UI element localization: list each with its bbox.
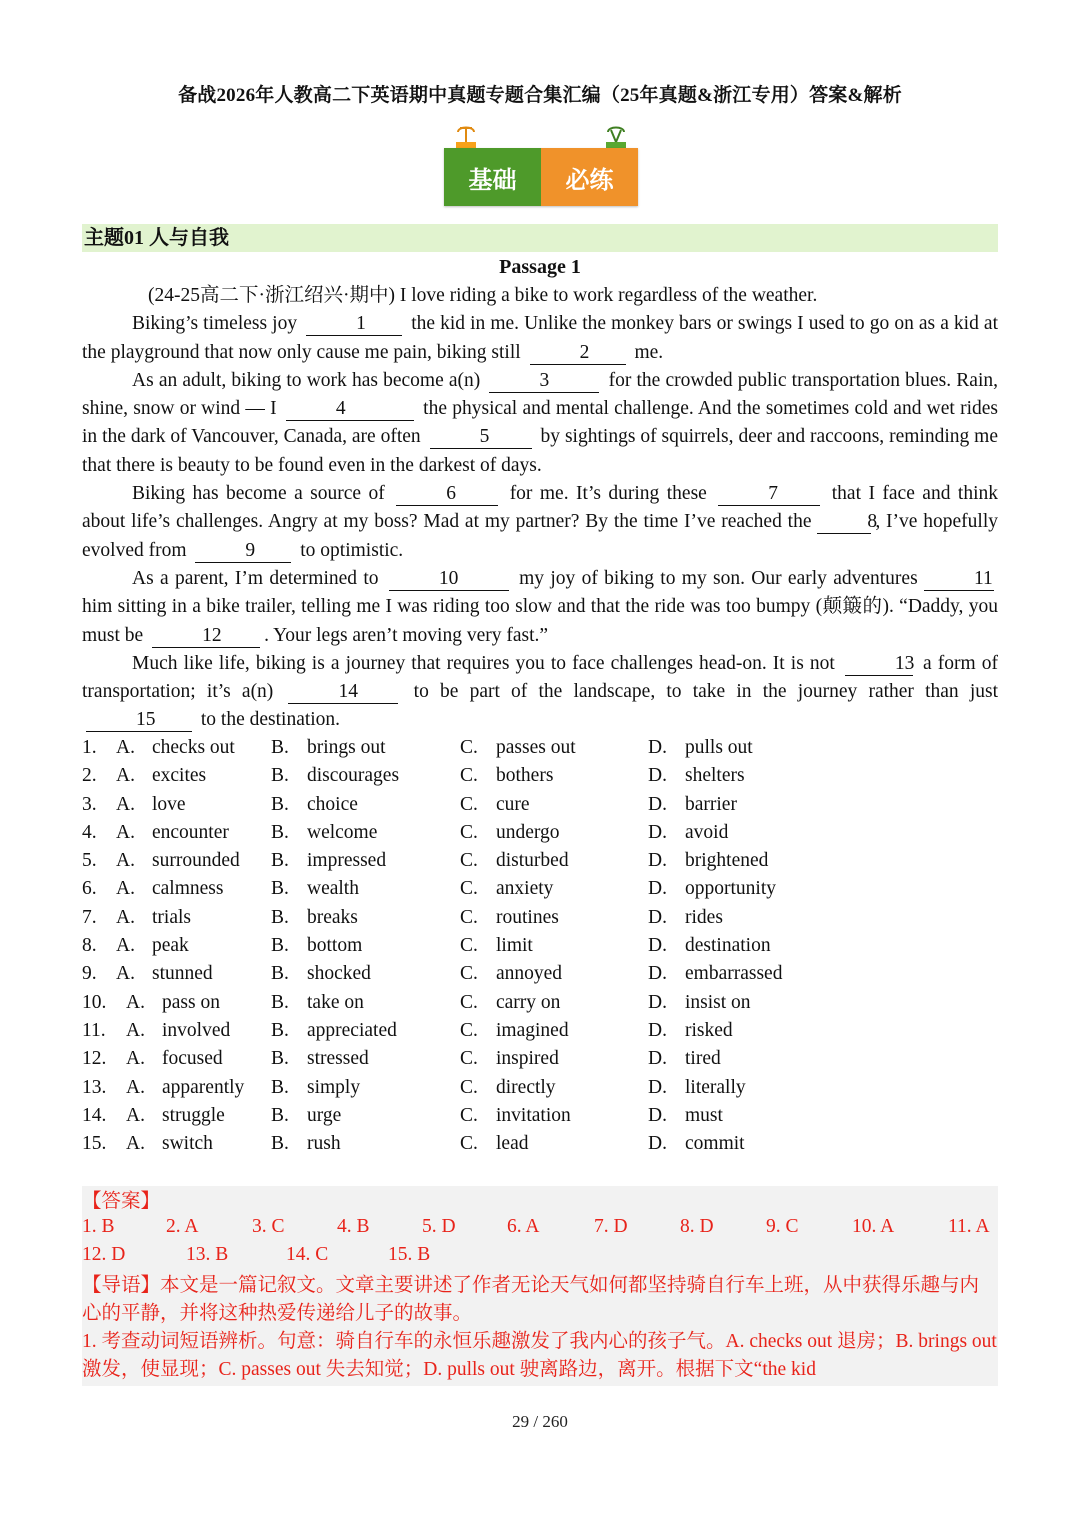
option-c: C. [460, 850, 478, 872]
option-num: 11. [82, 1019, 106, 1041]
blank-14: 14 [288, 681, 398, 704]
option-row [82, 1130, 998, 1158]
option-d-text: commit [685, 1133, 745, 1155]
option-a: A. [116, 906, 135, 928]
answer-item: 4. B [337, 1216, 370, 1237]
option-c-text: limit [496, 935, 533, 957]
option-c-text: invitation [496, 1104, 571, 1126]
option-c: C. [460, 963, 478, 985]
paragraph-1: Biking’s timeless joy 1 the kid in me. Unlike the monkey bars or swings I used to go on as a kid at the playground that now only cause me pain, biking still 2 me. [82, 313, 998, 363]
option-a-text: encounter [152, 821, 229, 843]
blank-13: 13 [845, 653, 913, 676]
option-c: C. [460, 906, 478, 928]
option-b-text: simply [307, 1076, 361, 1098]
option-row [82, 904, 998, 932]
answer-item: 13. B [186, 1244, 229, 1265]
option-a: A. [116, 963, 135, 985]
option-d-text: pulls out [685, 737, 753, 758]
section-badge [444, 126, 638, 206]
option-num: 6. [82, 878, 97, 900]
option-row [82, 960, 998, 988]
option-c: C. [460, 793, 478, 815]
option-b-text: appreciated [307, 1019, 397, 1041]
option-a: A. [116, 878, 135, 900]
option-d-text: embarrassed [685, 963, 783, 985]
option-a-text: pass on [162, 991, 220, 1013]
option-num: 7. [82, 906, 97, 928]
option-d-text: rides [685, 906, 723, 928]
option-c: C. [460, 1133, 478, 1155]
option-a-text: peak [152, 935, 189, 957]
answer-item: 6. A [507, 1216, 540, 1237]
option-row [82, 932, 998, 960]
option-b-text: urge [307, 1104, 342, 1126]
answer-section [82, 1186, 998, 1386]
option-b: B. [271, 1048, 289, 1070]
option-c: C. [460, 737, 478, 758]
option-d-text: barrier [685, 793, 737, 815]
option-a: A. [116, 765, 135, 787]
answer-item: 8. D [680, 1216, 714, 1237]
blank-6: 6 [396, 483, 498, 506]
blank-1: 1 [306, 313, 402, 336]
option-b-text: brings out [307, 737, 386, 758]
option-c: C. [460, 935, 478, 957]
option-num: 2. [82, 765, 97, 787]
guide-paragraph: 【导语】本文是一篇记叙文。文章主要讲述了作者无论天气如何都坚持骑自行车上班，从中获得乐趣与内心的平静，并将这种热爱传递给儿子的故事。 [82, 1275, 980, 1324]
option-b: B. [271, 935, 289, 957]
answer-item: 5. D [422, 1216, 456, 1237]
option-a-text: calmness [152, 878, 224, 900]
option-c: C. [460, 1104, 478, 1126]
answer-item: 14. C [286, 1244, 329, 1265]
option-d: D. [648, 906, 667, 928]
option-d-text: risked [685, 1019, 733, 1041]
option-num: 5. [82, 850, 97, 872]
option-c-text: anxiety [496, 878, 554, 900]
option-b: B. [271, 821, 289, 843]
option-b-text: choice [307, 793, 358, 815]
passage-source: (24-25高二下·浙江绍兴·期中) [148, 285, 395, 306]
answer-item: 15. B [388, 1244, 431, 1265]
option-b: B. [271, 793, 289, 815]
theme-heading: 主题01 人与自我 [82, 224, 998, 252]
option-d: D. [648, 737, 667, 758]
option-d: D. [648, 878, 667, 900]
option-c: C. [460, 1019, 478, 1041]
passage-title: Passage 1 [499, 256, 581, 278]
option-b-text: shocked [307, 963, 371, 985]
option-num: 4. [82, 821, 97, 843]
option-c-text: undergo [496, 821, 560, 843]
options-list [82, 734, 998, 1158]
option-row [82, 762, 998, 790]
option-b-text: stressed [307, 1048, 369, 1070]
option-b: B. [271, 737, 289, 758]
paragraph-2: As an adult, biking to work has become a(n) 3 for the crowded public transportation blues. Rain, shine, snow or wind — I 4 the physical and mental challenge. And the sometimes cold and wet rides in the dark of Vancouver, Canada, are often 5 by sightings of squirrels, deer and raccoons, reminding me that there is beauty to be found even in the darkest of days. [82, 369, 999, 476]
option-b-text: take on [307, 991, 364, 1013]
answer-item: 3. C [252, 1216, 285, 1237]
option-a-text: trials [152, 906, 191, 928]
option-d-text: destination [685, 935, 771, 957]
option-b: B. [271, 878, 289, 900]
option-b: B. [271, 991, 289, 1013]
option-c-text: cure [496, 793, 530, 815]
option-a: A. [126, 1076, 145, 1098]
option-d: D. [648, 1133, 667, 1155]
blank-8: 8 [817, 511, 871, 534]
option-num: 13. [82, 1076, 107, 1098]
option-a-text: apparently [162, 1076, 245, 1098]
blank-15: 15 [86, 709, 192, 732]
answer-item: 2. A [166, 1216, 199, 1237]
option-c-text: directly [496, 1076, 556, 1098]
option-d-text: shelters [685, 765, 745, 787]
option-row [82, 989, 998, 1017]
option-a-text: love [152, 793, 186, 815]
passage-body [82, 282, 998, 735]
option-row [82, 847, 998, 875]
badge-left-text: 基础 [444, 148, 541, 206]
option-num: 1. [82, 737, 97, 758]
option-c-text: disturbed [496, 850, 569, 872]
option-b-text: rush [307, 1133, 341, 1155]
option-c-text: bothers [496, 765, 554, 787]
option-a-text: struggle [162, 1104, 225, 1126]
option-d: D. [648, 765, 667, 787]
option-row [82, 875, 998, 903]
option-a-text: switch [162, 1133, 213, 1155]
option-c-text: inspired [496, 1048, 559, 1070]
option-c-text: lead [496, 1133, 529, 1155]
option-c-text: imagined [496, 1019, 569, 1041]
option-b: B. [271, 1076, 289, 1098]
option-b-text: welcome [307, 821, 378, 843]
option-a-text: surrounded [152, 850, 240, 872]
blank-11: 11 [924, 568, 994, 591]
option-row [82, 1102, 998, 1130]
option-a: A. [116, 935, 135, 957]
option-c-text: annoyed [496, 963, 563, 985]
badge-right-text: 必练 [541, 148, 638, 206]
option-b: B. [271, 906, 289, 928]
option-a-text: involved [162, 1019, 231, 1041]
blank-2: 2 [530, 342, 626, 365]
answer-item: 9. C [766, 1216, 799, 1237]
paragraph-5: Much like life, biking is a journey that requires you to face challenges head-on. It is not 13 a form of transportation; it’s a(n) 14 to be part of the landscape, to take in the journey rather than just 15 to the destination. [82, 652, 998, 731]
option-a: A. [116, 793, 135, 815]
option-b-text: impressed [307, 850, 387, 872]
option-c: C. [460, 1076, 478, 1098]
paragraph-3: Biking has become a source of 6 for me. It’s during these 7 that I face and think about life’s challenges. Angry at my boss? Mad at my partner? By the time I’ve reached the 8, I’ve hopefully evolved from 9 to optimistic. [82, 483, 998, 561]
option-row [82, 1045, 998, 1073]
answer-item: 7. D [594, 1216, 628, 1237]
document-header: 备战2026年人教高二下英语期中真题专题合集汇编（25年真题&浙江专用）答案&解析 [178, 85, 902, 106]
answer-item: 11. A [948, 1216, 990, 1237]
option-c-text: carry on [496, 991, 561, 1013]
option-d: D. [648, 1019, 667, 1041]
option-d: D. [648, 821, 667, 843]
option-d: D. [648, 1048, 667, 1070]
option-a-text: excites [152, 765, 207, 787]
option-d-text: brightened [685, 850, 769, 872]
option-d: D. [648, 1104, 667, 1126]
option-row [82, 819, 998, 847]
option-d-text: must [685, 1104, 723, 1126]
option-b: B. [271, 1133, 289, 1155]
option-c: C. [460, 821, 478, 843]
option-a: A. [116, 821, 135, 843]
blank-7: 7 [718, 483, 820, 506]
answer-label: 【答案】 [82, 1191, 161, 1212]
option-a-text: focused [162, 1048, 223, 1070]
option-b-text: discourages [307, 765, 400, 787]
option-a: A. [126, 1133, 145, 1155]
option-a: A. [126, 1019, 145, 1041]
option-b: B. [271, 1104, 289, 1126]
blank-12: 12 [152, 625, 260, 648]
option-b: B. [271, 850, 289, 872]
option-num: 3. [82, 793, 97, 815]
option-d-text: literally [685, 1076, 746, 1098]
answer-item: 12. D [82, 1244, 126, 1265]
option-c: C. [460, 765, 478, 787]
option-d: D. [648, 1076, 667, 1098]
blank-9: 9 [195, 540, 291, 563]
blank-10: 10 [389, 568, 509, 591]
option-a: A. [126, 1104, 145, 1126]
option-c: C. [460, 878, 478, 900]
paragraph-4: As a parent, I’m determined to 10 my joy of biking to my son. Our early adventures 11 him sitting in a bike trailer, telling me I was riding too slow and that the ride was too bumpy (颠簸的). “Daddy, you must be 12 . Your legs aren’t moving very fast.” [82, 567, 998, 646]
option-b: B. [271, 765, 289, 787]
blank-4: 4 [286, 398, 414, 421]
option-a: A. [126, 1048, 145, 1070]
option-a-text: stunned [152, 963, 213, 985]
option-row [82, 791, 998, 819]
option-num: 14. [82, 1104, 107, 1126]
answer-item: 1. B [82, 1216, 115, 1237]
option-num: 12. [82, 1048, 107, 1070]
answer-item: 10. A [852, 1216, 895, 1237]
page-number: 29 / 260 [512, 1412, 568, 1431]
option-d-text: insist on [685, 991, 751, 1013]
option-c: C. [460, 991, 478, 1013]
answer-row-2 [82, 1244, 998, 1272]
option-a-text: checks out [152, 737, 235, 758]
option-num: 15. [82, 1133, 107, 1155]
answer-row-1 [82, 1216, 998, 1244]
option-b: B. [271, 1019, 289, 1041]
option-b-text: breaks [307, 906, 358, 928]
option-d-text: avoid [685, 821, 729, 843]
option-d: D. [648, 991, 667, 1013]
option-d-text: opportunity [685, 878, 776, 900]
option-num: 8. [82, 935, 97, 957]
passage-intro: (24-25高二下·浙江绍兴·期中) I love riding a bike to work regardless of the weather. [148, 285, 818, 306]
option-a: A. [116, 850, 135, 872]
option-d-text: tired [685, 1048, 721, 1070]
option-b-text: bottom [307, 935, 363, 957]
option-d: D. [648, 935, 667, 957]
option-d: D. [648, 963, 667, 985]
option-d: D. [648, 793, 667, 815]
option-b: B. [271, 963, 289, 985]
option-num: 9. [82, 963, 97, 985]
option-row [82, 734, 998, 762]
explanation-1: 1. 考查动词短语辨析。句意：骑自行车的永恒乐趣激发了我内心的孩子气。A. checks out 退房；B. brings out 激发，使显现；C. passes out 失去知觉；D. pulls out 驶离路边，离开。根据下文“the kid [82, 1331, 997, 1380]
blank-5: 5 [430, 426, 532, 449]
option-a: A. [126, 991, 145, 1013]
option-d: D. [648, 850, 667, 872]
option-c-text: passes out [496, 737, 576, 758]
option-c: C. [460, 1048, 478, 1070]
option-a: A. [116, 737, 135, 758]
option-row [82, 1017, 998, 1045]
blank-3: 3 [489, 370, 599, 393]
option-c-text: routines [496, 906, 559, 928]
option-b-text: wealth [307, 878, 359, 900]
option-num: 10. [82, 991, 107, 1013]
option-row [82, 1074, 998, 1102]
